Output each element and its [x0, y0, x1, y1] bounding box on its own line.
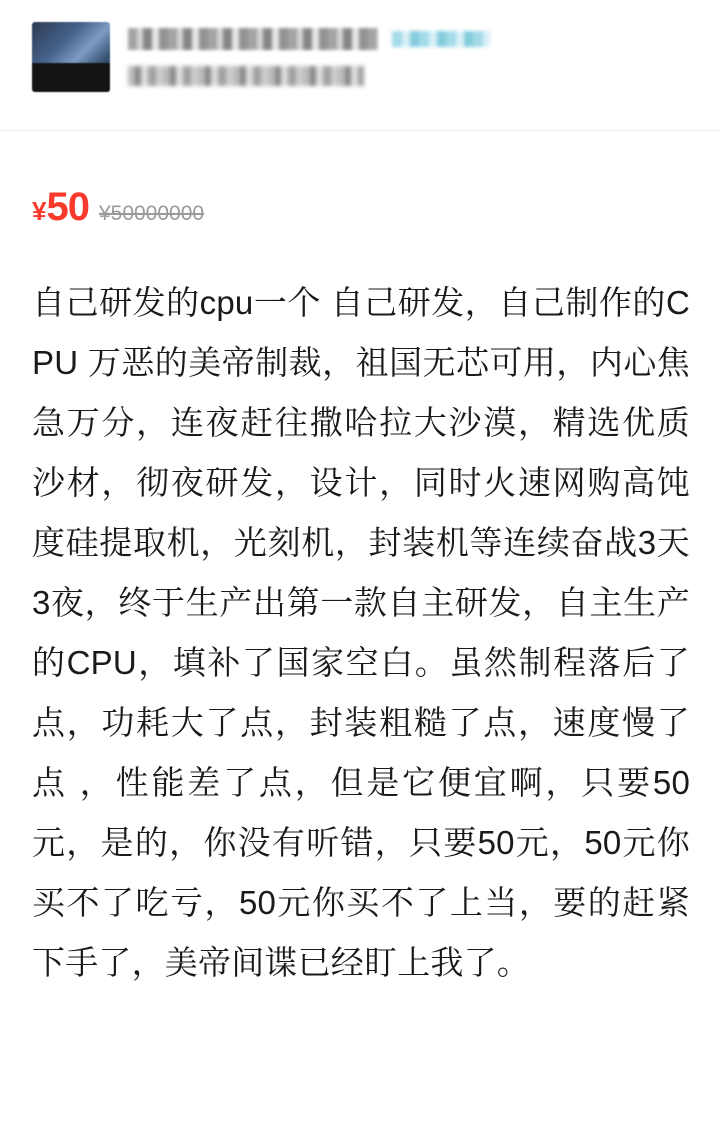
seller-header[interactable] — [0, 0, 720, 131]
seller-tag-redacted — [392, 31, 490, 47]
seller-subtitle-redacted — [128, 66, 364, 86]
seller-name-row — [128, 26, 690, 52]
currency-symbol: ¥ — [32, 196, 46, 226]
seller-subtitle-row — [128, 66, 690, 86]
seller-avatar[interactable] — [32, 22, 110, 92]
current-price-value: 50 — [46, 185, 89, 229]
original-price: ¥50000000 — [98, 202, 205, 225]
price-row — [0, 131, 720, 227]
current-price — [32, 187, 89, 227]
listing-description: 自己研发的cpu一个 自己研发，自己制作的CPU 万恶的美帝制裁，祖国无芯可用，内心焦急万分，连夜赶往撒哈拉大沙漠，精选优质沙材，彻夜研发，设计，同时火速网购高饨度硅提取机，光刻机，封装机等连续奋战3天3夜，终于生产出第一款自主研发，自主生产的CPU，填补了国家空白。虽然制程落后了点，功耗大了点，封装粗糙了点，速度慢了点 ，性能差了点，但是它便宜啊，只要50元，是的，你没有听错，只要50元，50元你买不了吃亏，50元你买不了上当，要的赶紧下手了，美帝间谍已经盯上我了。 — [32, 284, 690, 981]
seller-info — [128, 22, 690, 86]
seller-name-redacted — [128, 28, 378, 50]
